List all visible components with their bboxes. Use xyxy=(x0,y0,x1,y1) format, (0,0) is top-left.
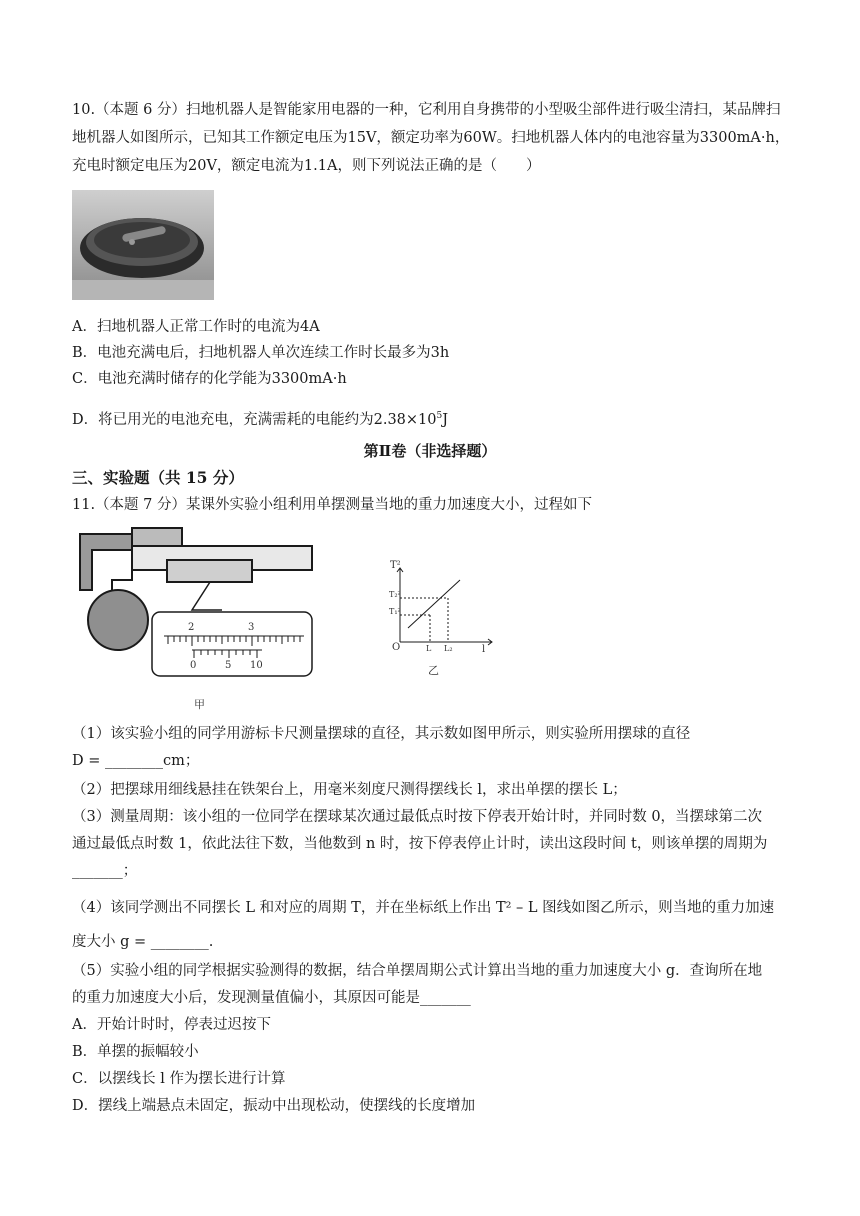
q11-option-d: D．摆线上端悬点未固定，振动中出现松动，使摆线的长度增加 xyxy=(72,1098,476,1114)
part2-title: 第Ⅱ卷（非选择题） xyxy=(363,442,497,460)
t2-l-graph-figure xyxy=(388,562,498,682)
graph-origin-label: O xyxy=(392,642,401,653)
q11-part4-line1: （4）该同学测出不同摆长 L 和对应的周期 T，并在坐标纸上作出 T² – L 图线如图乙所示，则当地的重力加速 xyxy=(72,900,775,916)
graph-y-label: T² xyxy=(390,560,401,571)
graph-t2-label: T₂² xyxy=(389,590,401,599)
figure-jia-caption: 甲 xyxy=(194,698,205,711)
q10-option-b: B．电池充满电后，扫地机器人单次连续工作时长最多为3h xyxy=(72,345,450,361)
main-scale-label-3: 3 xyxy=(248,622,255,633)
q11-option-a: A．开始计时时，停表过迟按下 xyxy=(72,1017,271,1033)
vernier-label-0: 0 xyxy=(190,660,197,671)
robot-vacuum-photo xyxy=(72,190,214,300)
q10-option-a: A．扫地机器人正常工作时的电流为4A xyxy=(72,319,320,335)
q11-part5-line1: （5）实验小组的同学根据实验测得的数据，结合单摆周期公式计算出当地的重力加速度大小 g．查询所在地 xyxy=(72,963,763,979)
section3-title: 三、实验题（共 15 分） xyxy=(72,468,244,487)
q11-part3-line3: _______； xyxy=(72,863,138,879)
figure-yi-caption: 乙 xyxy=(428,664,439,677)
vernier-label-10: 10 xyxy=(250,660,263,671)
q10-option-d-exponent: 5 xyxy=(436,411,443,421)
graph-l2-label: L₂ xyxy=(444,644,453,653)
q10-option-d-unit: J xyxy=(442,411,449,428)
graph-t1-label: T₁² xyxy=(389,607,401,616)
q11-part2: （2）把摆球用细线悬挂在铁架台上，用毫米刻度尺测得摆线长 l，求出单摆的摆长 L； xyxy=(72,782,627,798)
q11-part3-line2: 通过最低点时数 1，依此法往下数，当他数到 n 时，按下停表停止计时，读出这段时间 t，则该单摆的周期为 xyxy=(72,836,768,852)
graph-x-label: l xyxy=(482,644,486,655)
q11-part3-line1: （3）测量周期：该小组的一位同学在摆球某次通过最低点时按下停表开始计时，并同时数 0，当摆球第二次 xyxy=(72,809,763,825)
q10-stem: 10.（本题 6 分）扫地机器人是智能家用电器的一种，它利用自身携带的小型吸尘部件进行吸尘清扫，某品牌扫地机器人如图所示，已知其工作额定电压为15V，额定功率为60W。扫地机器人体内的电池容量为3300mA·h，充电时额定电压为20V，额定电流为1.1A，则下列说法正确的是（ ） xyxy=(72,102,790,174)
q11-option-b: B．单摆的振幅较小 xyxy=(72,1044,199,1060)
q10-option-d xyxy=(72,406,448,430)
q11-intro: 11.（本题 7 分）某课外实验小组利用单摆测量当地的重力加速度大小，过程如下 xyxy=(72,497,593,513)
graph-l1-label: L xyxy=(426,644,432,653)
q10-option-d-main: D．将已用光的电池充电，充满需耗的电能约为2.38×10 xyxy=(72,411,437,428)
q11-part5-line2: 的重力加速度大小后，发现测量值偏小，其原因可能是_______ xyxy=(72,990,471,1006)
vernier-caliper-figure xyxy=(72,520,330,710)
q11-option-c: C．以摆线长 l 作为摆长进行计算 xyxy=(72,1071,286,1087)
vernier-label-5: 5 xyxy=(225,660,232,671)
q11-part4-line2: 度大小 g = ________. xyxy=(72,934,214,950)
main-scale-label-2: 2 xyxy=(188,622,195,633)
q10-option-c: C．电池充满时储存的化学能为3300mA·h xyxy=(72,371,347,387)
q11-part1-line1: （1）该实验小组的同学用游标卡尺测量摆球的直径，其示数如图甲所示，则实验所用摆球的直径 xyxy=(72,726,691,742)
q11-part1-line2: D = ________cm； xyxy=(72,753,200,769)
